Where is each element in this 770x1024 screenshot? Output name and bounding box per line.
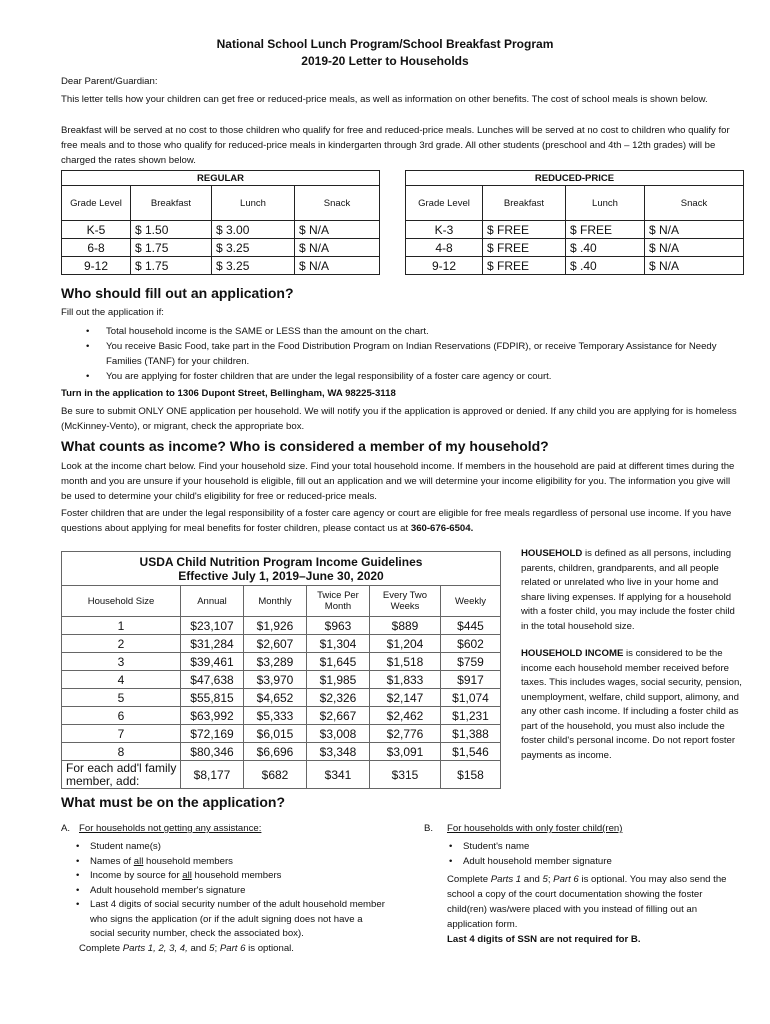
income-heading: What counts as income? Who is considered a member of my household? [61, 438, 549, 454]
income-cell: $47,638 [181, 671, 244, 689]
income-cell: $1,645 [307, 653, 370, 671]
item-text: Income by source for [90, 870, 183, 881]
grade-level: 9-12 [406, 257, 483, 275]
income-cell: $2,147 [370, 689, 441, 707]
complete-text: Complete [447, 874, 491, 885]
breakfast-paragraph: Breakfast will be served at no cost to those children who qualify for free and reduced-price meals. Lunches will be served at no cost to children who qualify for free meals and to those who qualify for reduced-price meals in kindergarten through 3rd grade. All other students (preschool and 4th – 12th grades) will be charged the rates shown below. [61, 125, 730, 166]
col-household-size: Household Size [62, 586, 181, 617]
document-subtitle: 2019-20 Letter to Households [301, 54, 469, 68]
table-row [62, 671, 501, 689]
household-term: HOUSEHOLD [521, 548, 583, 559]
income-cell: $8,177 [181, 761, 244, 789]
breakfast-price: $ FREE [483, 257, 566, 275]
snack-price: $ N/A [295, 239, 380, 257]
income-cell: $917 [441, 671, 501, 689]
income-cell: $1,518 [370, 653, 441, 671]
income-cell: $1,388 [441, 725, 501, 743]
table-row [62, 707, 501, 725]
income-cell: $445 [441, 617, 501, 635]
foster-paragraph [61, 506, 743, 536]
table-row [62, 257, 380, 275]
list-item: • Student's name [436, 840, 746, 855]
income-text: is considered to be the income each household member received before taxes. This includes wages, social security, pension, unemployment, welfare, child support, alimony, and any other cash income. If including a foster child as part of the household, you must also include the foster child's personal income. Do not report foster payments as income. [521, 648, 742, 761]
income-cell: $315 [370, 761, 441, 789]
income-cell: $3,970 [244, 671, 307, 689]
section-a-complete [79, 943, 294, 954]
lunch-price: $ 3.25 [212, 257, 295, 275]
col-snack: Snack [295, 186, 380, 221]
income-cell: $6,015 [244, 725, 307, 743]
income-cell: $1,204 [370, 635, 441, 653]
household-size-cell: 2 [62, 635, 181, 653]
snack-price: $ N/A [295, 221, 380, 239]
list-item: • You receive Basic Food, take part in the Food Distribution Program on Indian Reservations (FDPIR), or receive Temporary Assistance for Needy Families (TANF) for your children. [61, 339, 743, 369]
item-text: Adult household member's signature [90, 884, 246, 896]
income-cell: $341 [307, 761, 370, 789]
col-snack: Snack [645, 186, 744, 221]
income-cell: $1,546 [441, 743, 501, 761]
breakfast-price: $ FREE [483, 221, 566, 239]
table-row [62, 689, 501, 707]
income-cell: $23,107 [181, 617, 244, 635]
table-row [62, 725, 501, 743]
parts-ref: 5 [209, 943, 215, 954]
income-cell: $1,074 [441, 689, 501, 707]
who-heading: Who should fill out an application? [61, 285, 294, 301]
lunch-price: $ .40 [566, 257, 645, 275]
col-grade-level: Grade Level [62, 186, 131, 221]
income-term: HOUSEHOLD INCOME [521, 648, 624, 659]
complete-text: and [187, 943, 210, 954]
item-text: Names of [90, 855, 134, 867]
table-row [62, 761, 501, 789]
section-a-title: For households not getting any assistance: [79, 823, 262, 834]
list-item: • Total household income is the SAME or LESS than the amount on the chart. [61, 324, 743, 339]
snack-price: $ N/A [645, 239, 744, 257]
table-row [62, 221, 380, 239]
section-b-complete [447, 872, 745, 932]
ssn-note: Last 4 digits of SSN are not required for B. [447, 934, 641, 945]
col-annual: Annual [181, 586, 244, 617]
income-cell: $80,346 [181, 743, 244, 761]
household-size-cell: For each add'l family member, add: [62, 761, 181, 789]
grade-level: K-5 [62, 221, 131, 239]
household-size-cell: 1 [62, 617, 181, 635]
section-a-list [63, 840, 385, 942]
income-cell: $3,091 [370, 743, 441, 761]
income-cell: $3,008 [307, 725, 370, 743]
table-row [62, 617, 501, 635]
household-size-cell: 7 [62, 725, 181, 743]
complete-text: ; [214, 943, 220, 954]
income-cell: $602 [441, 635, 501, 653]
income-cell: $2,776 [370, 725, 441, 743]
list-item [63, 898, 385, 942]
household-definition [521, 547, 743, 634]
breakfast-price: $ 1.75 [131, 257, 212, 275]
income-cell: $2,607 [244, 635, 307, 653]
complete-text: ; [547, 874, 554, 885]
table-row [406, 239, 744, 257]
lunch-price: $ FREE [566, 221, 645, 239]
income-cell: $3,289 [244, 653, 307, 671]
breakfast-price: $ 1.50 [131, 221, 212, 239]
salutation: Dear Parent/Guardian: [61, 76, 158, 87]
income-cell: $1,231 [441, 707, 501, 725]
table-row [62, 743, 501, 761]
section-b-title: For households with only foster child(ren) [447, 823, 623, 834]
list-item: • You are applying for foster children that are under the legal responsibility of a foster care agency or court. [61, 369, 743, 384]
guidelines-title: USDA Child Nutrition Program Income Guidelines [139, 554, 423, 569]
snack-price: $ N/A [295, 257, 380, 275]
col-lunch: Lunch [212, 186, 295, 221]
income-cell: $39,461 [181, 653, 244, 671]
grade-level: 4-8 [406, 239, 483, 257]
income-cell: $1,833 [370, 671, 441, 689]
breakfast-price: $ 1.75 [131, 239, 212, 257]
turn-in-address: Turn in the application to 1306 Dupont Street, Bellingham, WA 98225-3118 [61, 388, 396, 399]
col-every-two-weeks: Every Two Weeks [370, 586, 441, 617]
regular-caption: REGULAR [62, 171, 380, 186]
must-heading: What must be on the application? [61, 794, 285, 810]
parts-ref: Parts 1, 2, 3, 4, [122, 943, 188, 954]
item-emphasis: all [182, 870, 192, 881]
complete-text: Complete [79, 943, 123, 954]
section-b-letter: B. [424, 823, 434, 834]
document-title: National School Lunch Program/School Breakfast Program [216, 37, 554, 51]
income-cell: $889 [370, 617, 441, 635]
list-item [63, 884, 385, 899]
income-cell: $1,985 [307, 671, 370, 689]
income-cell: $5,333 [244, 707, 307, 725]
household-size-cell: 5 [62, 689, 181, 707]
complete-text: and [521, 874, 543, 885]
income-cell: $4,652 [244, 689, 307, 707]
lunch-price: $ .40 [566, 239, 645, 257]
col-monthly: Monthly [244, 586, 307, 617]
table-row [406, 257, 744, 275]
item-text: Last 4 digits of social security number of the adult household member who signs the application (or if the adult signing does not have a social security number, check the associated box). [90, 899, 385, 939]
income-cell: $1,926 [244, 617, 307, 635]
who-bullet-list [61, 324, 743, 384]
table-row [62, 653, 501, 671]
contact-phone: 360-676-6504. [410, 523, 474, 534]
lunch-price: $ 3.25 [212, 239, 295, 257]
grade-level: 9-12 [62, 257, 131, 275]
income-guidelines-table [61, 551, 501, 789]
parts-ref: Parts 1 [490, 874, 522, 885]
section-b-list [436, 840, 746, 869]
income-cell: $963 [307, 617, 370, 635]
list-item: • Adult household member signature [436, 855, 746, 870]
income-cell: $2,462 [370, 707, 441, 725]
regular-price-table [61, 170, 380, 275]
income-cell: $759 [441, 653, 501, 671]
guidelines-caption [62, 552, 501, 586]
grade-level: 6-8 [62, 239, 131, 257]
income-cell: $3,348 [307, 743, 370, 761]
section-a-letter: A. [61, 823, 71, 834]
item-text: household members [143, 855, 233, 867]
who-lead: Fill out the application if: [61, 307, 164, 318]
reduced-price-table [405, 170, 744, 275]
income-cell: $55,815 [181, 689, 244, 707]
table-row [406, 221, 744, 239]
household-size-cell: 6 [62, 707, 181, 725]
reduced-caption: REDUCED-PRICE [406, 171, 744, 186]
household-text: is defined as all persons, including parents, children, grandparents, and all people related or unrelated who live in your home and share living expenses. If applying for a household with a foster child, you may include the foster child in the total household size. [521, 548, 735, 632]
list-item [63, 855, 385, 870]
income-cell: $6,696 [244, 743, 307, 761]
household-size-cell: 3 [62, 653, 181, 671]
lunch-price: $ 3.00 [212, 221, 295, 239]
submit-note: Be sure to submit ONLY ONE application per household. We will notify you if the application is approved or denied. If any child you are applying for is homeless (McKinney-Vento), or migrant, check the appropriate box. [61, 406, 737, 432]
col-breakfast: Breakfast [131, 186, 212, 221]
col-breakfast: Breakfast [483, 186, 566, 221]
list-item [63, 840, 385, 855]
parts-ref: Part 6 [553, 874, 579, 885]
income-cell: $2,326 [307, 689, 370, 707]
household-size-cell: 4 [62, 671, 181, 689]
list-item [63, 869, 385, 884]
item-text: household members [191, 870, 282, 881]
income-cell: $682 [244, 761, 307, 789]
income-cell: $2,667 [307, 707, 370, 725]
foster-text: Foster children that are under the legal responsibility of a foster care agency or court are eligible for free meals regardless of personal use income. If you have questions about applying for meal benefits for foster children, please contact us at [61, 508, 732, 534]
table-row [62, 635, 501, 653]
snack-price: $ N/A [645, 221, 744, 239]
complete-text: is optional. [245, 943, 294, 954]
col-twice-per-month: Twice Per Month [307, 586, 370, 617]
col-grade-level: Grade Level [406, 186, 483, 221]
item-emphasis: all [133, 855, 144, 867]
col-weekly: Weekly [441, 586, 501, 617]
household-size-cell: 8 [62, 743, 181, 761]
income-definition [521, 647, 743, 763]
guidelines-effective-date: Effective July 1, 2019–June 30, 2020 [178, 568, 384, 583]
income-cell: $31,284 [181, 635, 244, 653]
snack-price: $ N/A [645, 257, 744, 275]
parts-ref: Part 6 [219, 943, 246, 954]
income-cell: $72,169 [181, 725, 244, 743]
grade-level: K-3 [406, 221, 483, 239]
intro-paragraph: This letter tells how your children can get free or reduced-price meals, as well as information on other benefits. The cost of school meals is shown below. [61, 94, 708, 105]
table-row [62, 239, 380, 257]
income-cell: $158 [441, 761, 501, 789]
income-cell: $1,304 [307, 635, 370, 653]
income-paragraph: Look at the income chart below. Find your household size. Find your total household income. If members in the household are paid at different times during the month and you are unsure if your household is eligible, fill out an application and we will determine your income eligibility for you. The information you give will be used to determine your child's eligibility for free or reduced-price meals. [61, 461, 735, 502]
complete-text: is optional. You may also send the school a copy of the court documentation showing the foster child(ren) was/were placed with you instead of filling out an application form. [447, 874, 727, 930]
breakfast-price: $ FREE [483, 239, 566, 257]
income-cell: $63,992 [181, 707, 244, 725]
col-lunch: Lunch [566, 186, 645, 221]
item-text: Student name(s) [90, 841, 161, 852]
parts-ref: 5 [542, 874, 548, 885]
